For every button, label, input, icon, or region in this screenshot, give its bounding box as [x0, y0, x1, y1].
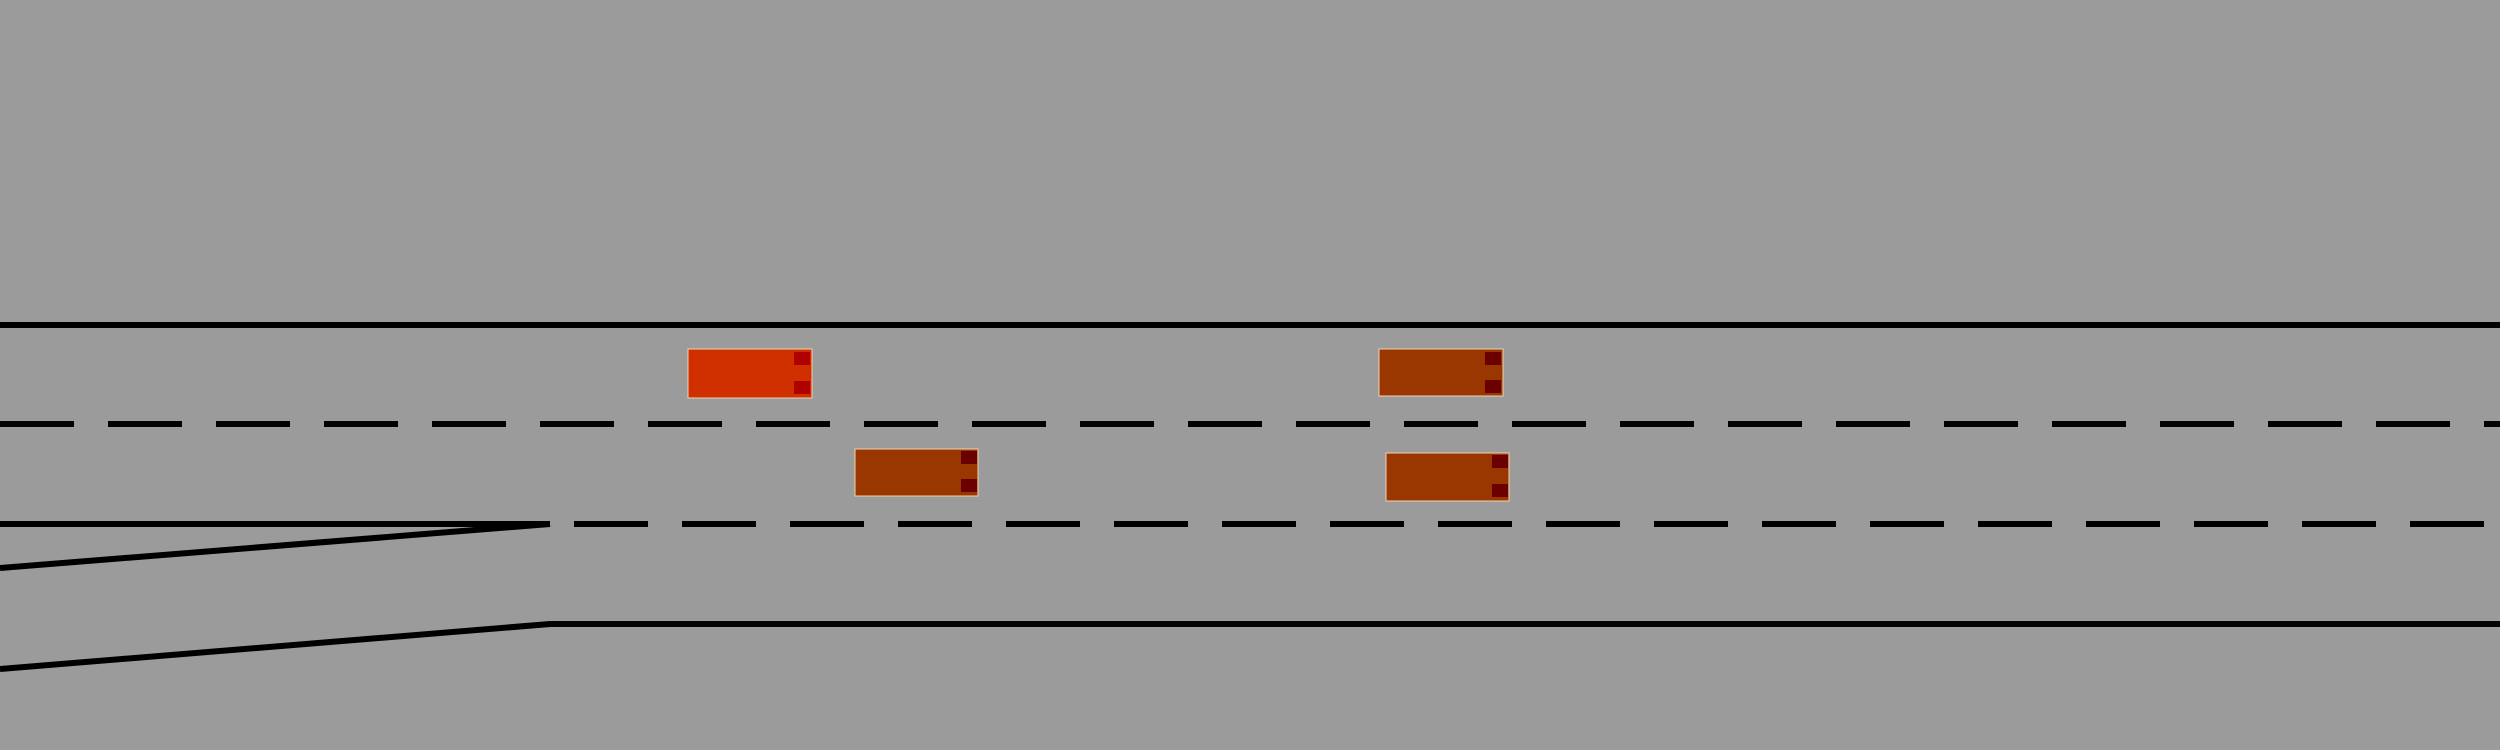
tail-light-icon	[794, 381, 810, 394]
ego-vehicle	[688, 349, 812, 398]
ego-vehicle-body	[688, 349, 812, 398]
tail-light-icon	[1492, 455, 1508, 468]
other-vehicle-body	[1386, 453, 1509, 501]
other-vehicle-body	[1379, 349, 1503, 396]
lane-markings	[0, 325, 2500, 669]
tail-light-icon	[794, 352, 810, 365]
other-vehicle-1	[1379, 349, 1503, 396]
other-vehicle-2	[855, 449, 978, 496]
tail-light-icon	[1485, 380, 1501, 393]
road-bottom-edge	[0, 624, 2500, 669]
tail-light-icon	[1485, 352, 1501, 365]
merge-lane-top-taper	[0, 524, 550, 568]
other-vehicle-body	[855, 449, 978, 496]
tail-light-icon	[1492, 484, 1508, 497]
tail-light-icon	[961, 451, 977, 464]
other-vehicle-3	[1386, 453, 1509, 501]
tail-light-icon	[961, 479, 977, 492]
